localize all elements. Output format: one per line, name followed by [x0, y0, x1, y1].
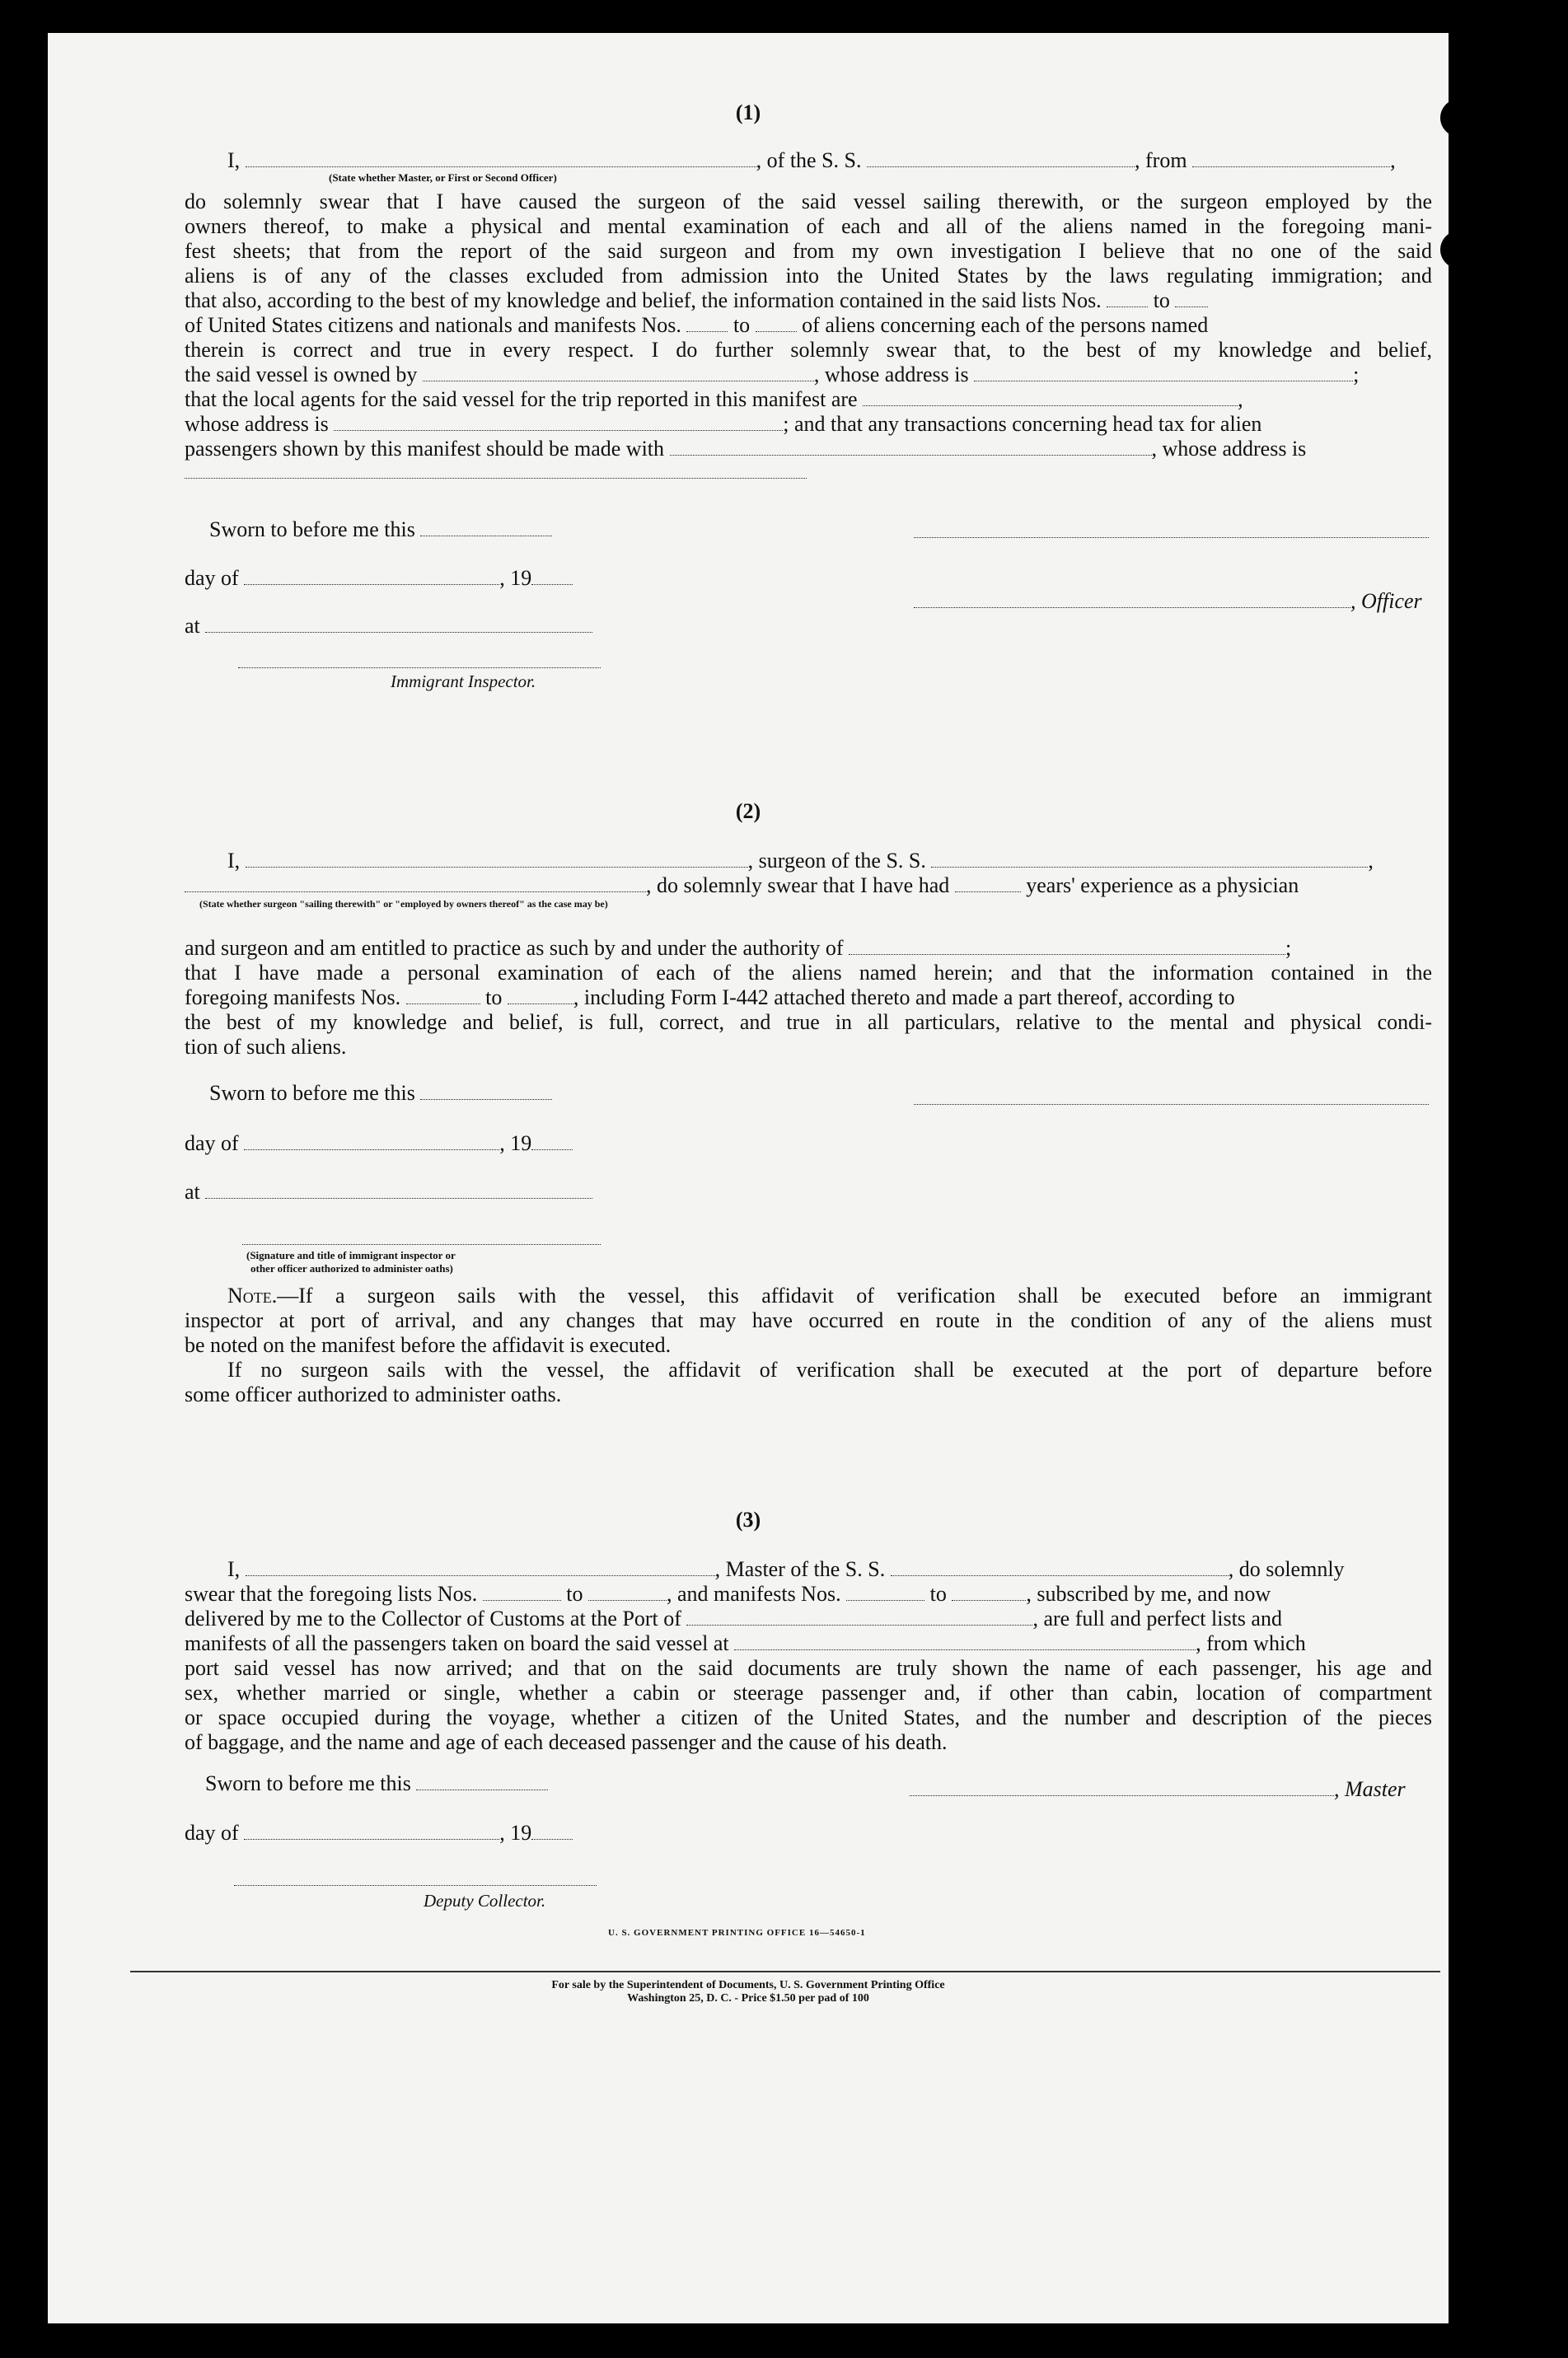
deputy-collector-signature-field[interactable]: [234, 1885, 597, 1886]
departure-port-field[interactable]: [1192, 148, 1390, 167]
paragraph-line: or space occupied during the voyage, whether a citizen of the United States, and the number and description of the pieces: [185, 1705, 1432, 1729]
surgeon-manifests-from-field[interactable]: [406, 985, 480, 1004]
section-3-number: (3): [735, 1508, 761, 1532]
paragraph-line: aliens is of any of the classes excluded from admission into the United States by the laws regulating immigration; and: [185, 264, 1432, 288]
paragraph-line: of baggage, and the name and age of each deceased passenger and the cause of his death.: [185, 1730, 948, 1754]
text: Sworn to before me this: [209, 1081, 415, 1105]
text: to: [929, 1582, 947, 1606]
text: day of: [185, 1821, 239, 1845]
paragraph-line: tion of such aliens.: [185, 1035, 347, 1059]
text: the said vessel is owned by: [185, 363, 418, 386]
punch-hole: [1453, 2109, 1491, 2147]
sworn-date-field[interactable]: [420, 1081, 552, 1100]
master-manifests-from-field[interactable]: [846, 1582, 924, 1601]
agent-address-field[interactable]: [334, 412, 783, 431]
section-2-number: (2): [735, 799, 761, 823]
port-of-arrival-field[interactable]: [686, 1607, 1032, 1626]
text: of United States citizens and nationals and manifests Nos.: [185, 313, 681, 337]
gpo-imprint: U. S. GOVERNMENT PRINTING OFFICE 16—54650-1: [608, 1928, 866, 1938]
local-agents-field[interactable]: [863, 387, 1238, 406]
surgeon-name-field[interactable]: [246, 849, 748, 868]
text: , 19: [499, 566, 532, 590]
text: , 19: [499, 1821, 532, 1845]
text: ,: [1238, 387, 1243, 411]
text: , and manifests Nos.: [667, 1582, 841, 1606]
master-lists-from-field[interactable]: [483, 1582, 561, 1601]
text: whose address is: [185, 412, 329, 436]
inspector-signature-field[interactable]: [238, 667, 601, 668]
officer-label: , Officer: [1350, 589, 1422, 613]
footer-rule: [130, 1971, 1440, 1972]
text: ;: [1285, 936, 1292, 960]
owner-address-field[interactable]: [974, 363, 1353, 381]
text: , do solemnly: [1228, 1557, 1345, 1581]
surgeon-signature-field[interactable]: [914, 1104, 1429, 1105]
lists-from-field[interactable]: [1107, 288, 1148, 307]
text: of aliens concerning each of the persons named: [802, 313, 1209, 337]
text: I,: [227, 1557, 241, 1581]
sale-notice: For sale by the Superintendent of Documents, U. S. Government Printing Office: [551, 1979, 945, 1991]
text: foregoing manifests Nos.: [185, 985, 401, 1009]
text: to: [1153, 288, 1170, 312]
text: at: [185, 614, 200, 638]
years-experience-field[interactable]: [955, 873, 1021, 892]
sworn-date-field[interactable]: [420, 517, 552, 536]
head-tax-contact-field[interactable]: [670, 437, 1152, 456]
surgeon-vessel-field[interactable]: [931, 849, 1368, 868]
text: swear that the foregoing lists Nos.: [185, 1582, 478, 1606]
punch-hole: [1440, 231, 1478, 269]
deputy-collector-label: Deputy Collector.: [424, 1891, 546, 1911]
sworn-year-field[interactable]: [531, 1131, 573, 1150]
punch-hole: [1453, 1602, 1491, 1640]
text: ,: [1390, 148, 1396, 172]
master-label: , Master: [1334, 1777, 1406, 1801]
port-of-embarkation-field[interactable]: [734, 1631, 1196, 1650]
text: , from: [1135, 148, 1187, 172]
paragraph-line: the best of my knowledge and belief, is full, correct, and true in all particulars, relative to the mental and physical condi-: [185, 1010, 1432, 1034]
text: that the local agents for the said vessel for the trip reported in this manifest are: [185, 387, 858, 411]
master-name-field[interactable]: [246, 1557, 715, 1576]
punch-hole: [1453, 610, 1491, 648]
punch-hole: [1461, 511, 1499, 549]
manifests-from-field[interactable]: [686, 313, 728, 332]
text: delivered by me to the Collector of Customs at the Port of: [185, 1607, 681, 1630]
note-label: Note.: [227, 1284, 278, 1308]
text: at: [185, 1180, 200, 1204]
text: manifests of all the passengers taken on board the said vessel at: [185, 1631, 729, 1655]
text: ;: [1353, 363, 1360, 386]
text: , are full and perfect lists and: [1032, 1607, 1282, 1630]
text: Sworn to before me this: [209, 517, 415, 541]
officer-signature-field[interactable]: [914, 537, 1429, 538]
sale-notice: Washington 25, D. C. - Price $1.50 per pad of 100: [627, 1992, 869, 2005]
text: , whose address is: [813, 363, 969, 386]
text: , including Form I-442 attached thereto and made a part thereof, according to: [573, 985, 1235, 1009]
text: years' experience as a physician: [1026, 873, 1299, 897]
paragraph-line: port said vessel has now arrived; and that on the said documents are truly shown the name of each passenger, his age and: [185, 1656, 1432, 1680]
surgeon-manifests-to-field[interactable]: [508, 985, 573, 1004]
sworn-month-field[interactable]: [244, 1131, 499, 1150]
inspector-signature-field[interactable]: [242, 1244, 601, 1245]
sworn-place-field[interactable]: [205, 1180, 592, 1199]
text: day of: [185, 566, 239, 590]
note-line: be noted on the manifest before the affidavit is executed.: [185, 1333, 672, 1357]
immigrant-inspector-label: Immigrant Inspector.: [391, 671, 536, 691]
paragraph-line: fest sheets; that from the report of the said surgeon and from my own investigation I believe that no one of the said: [185, 239, 1432, 263]
officer-rank-field[interactable]: [246, 148, 756, 167]
note-line: inspector at port of arrival, and any changes that may have occurred en route in the condition of any of the aliens must: [185, 1308, 1432, 1332]
master-vessel-field[interactable]: [891, 1557, 1229, 1576]
text: , whose address is: [1151, 437, 1307, 461]
sworn-month-field[interactable]: [244, 1821, 499, 1840]
master-lists-to-field[interactable]: [588, 1582, 667, 1601]
text: to: [733, 313, 751, 337]
text: , subscribed by me, and now: [1026, 1582, 1271, 1606]
text: ; and that any transactions concerning head tax for alien: [783, 412, 1262, 436]
master-signature-field[interactable]: [910, 1777, 1334, 1796]
text: and surgeon and am entitled to practice as such by and under the authority of: [185, 936, 844, 960]
vessel-owner-field[interactable]: [423, 363, 814, 381]
paragraph-line: therein is correct and true in every respect. I do further solemnly swear that, to the best of my knowledge and belief,: [185, 338, 1432, 362]
text: —If a surgeon sails with the vessel, this affidavit of verification shall be executed before an immigrant: [277, 1284, 1432, 1308]
licensing-authority-field[interactable]: [849, 936, 1285, 955]
paragraph-line: owners thereof, to make a physical and mental examination of each and all of the aliens named in the foregoing mani-: [185, 214, 1432, 238]
surgeon-status-hint: (State whether surgeon "sailing therewith" or "employed by owners thereof" as the case may be): [199, 898, 608, 910]
text: day of: [185, 1131, 239, 1155]
paragraph-line: that I have made a personal examination of each of the aliens named herein; and that the information contained in the: [185, 961, 1432, 985]
section-1-number: (1): [735, 101, 761, 124]
text: to: [485, 985, 503, 1009]
text: I,: [227, 148, 241, 172]
text: , of the S. S.: [756, 148, 862, 172]
sworn-year-field[interactable]: [531, 1821, 573, 1840]
note-line: some officer authorized to administer oaths.: [185, 1383, 562, 1406]
manifests-to-field[interactable]: [756, 313, 797, 332]
signature-hint: (Signature and title of immigrant inspector or: [246, 1249, 456, 1261]
note-line: If no surgeon sails with the vessel, the affidavit of verification shall be executed at the port of departure before: [227, 1358, 1432, 1382]
punch-hole: [1453, 1677, 1491, 1715]
master-manifests-to-field[interactable]: [952, 1582, 1026, 1601]
sworn-year-field[interactable]: [531, 566, 573, 585]
text: , 19: [499, 1131, 532, 1155]
text: , Master of the S. S.: [714, 1557, 886, 1581]
paragraph-line: do solemnly swear that I have caused the surgeon of the said vessel sailing therewith, or the surgeon employed by the: [185, 189, 1432, 213]
vessel-name-field[interactable]: [867, 148, 1135, 167]
surgeon-status-field[interactable]: [185, 873, 646, 892]
text: that also, according to the best of my knowledge and belief, the information contained in the said lists Nos.: [185, 288, 1102, 312]
text: Sworn to before me this: [205, 1771, 411, 1795]
text: passengers shown by this manifest should be made with: [185, 437, 665, 461]
lists-to-field[interactable]: [1175, 288, 1208, 307]
text: , from which: [1196, 1631, 1306, 1655]
text: ,: [1368, 849, 1374, 873]
officer-rank-hint: (State whether Master, or First or Second Officer): [329, 171, 557, 184]
sworn-place-field[interactable]: [205, 614, 592, 633]
text: I,: [227, 849, 241, 873]
paragraph-line: sex, whether married or single, whether a cabin or steerage passenger and, if other than cabin, location of compartment: [185, 1681, 1432, 1705]
punch-hole: [1453, 1981, 1491, 2019]
officer-title-field[interactable]: [914, 589, 1350, 608]
punch-hole: [1453, 742, 1491, 779]
sworn-month-field[interactable]: [244, 566, 499, 585]
text: , do solemnly swear that I have had: [646, 873, 950, 897]
text: , surgeon of the S. S.: [747, 849, 926, 873]
punch-hole: [1453, 1462, 1491, 1500]
text: to: [566, 1582, 583, 1606]
sworn-date-field[interactable]: [416, 1771, 548, 1790]
signature-hint: other officer authorized to administer oaths): [250, 1262, 453, 1275]
address-continuation-field[interactable]: [185, 478, 807, 479]
note-line: [185, 1284, 1432, 1308]
form-page: [48, 33, 1449, 2323]
